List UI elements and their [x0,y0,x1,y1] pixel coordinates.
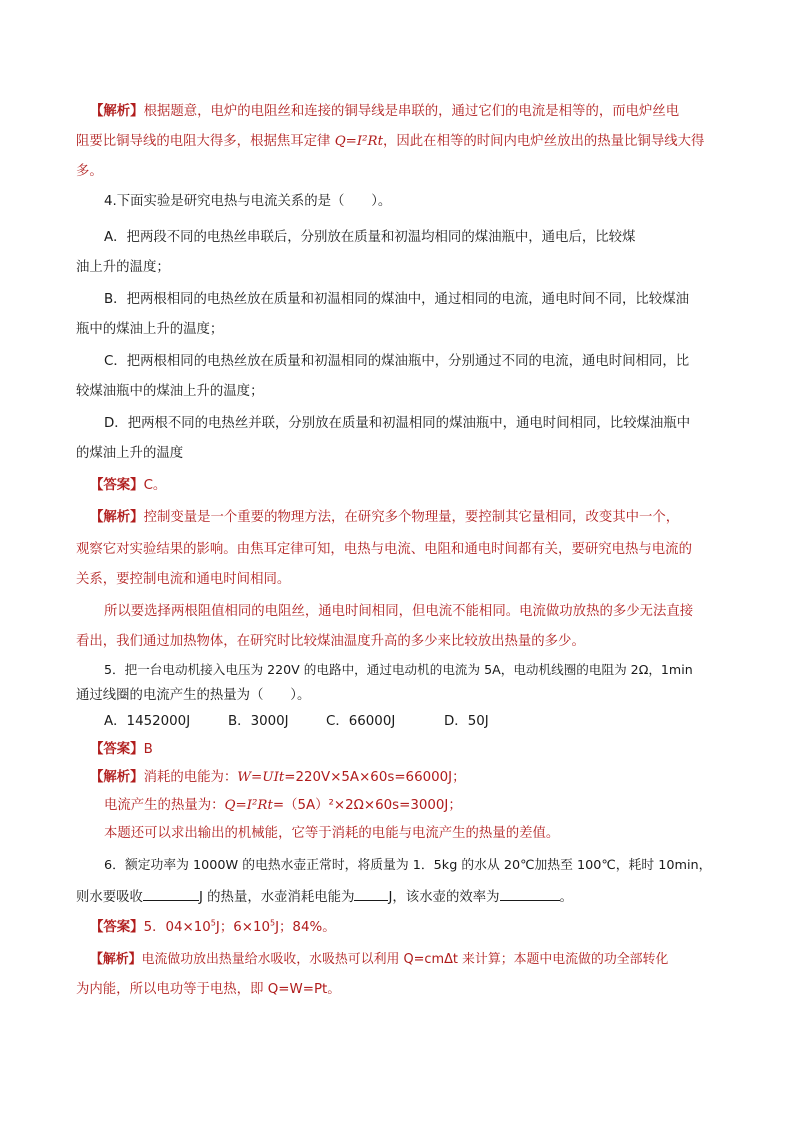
analysis-label: 【解析】 [90,104,144,119]
q4-analysis-line-1: 【解析】控制变量是一个重要的物理方法，在研究多个物理量，要控制其它量相同，改变其中一个， [90,510,680,525]
q4-option-d-line-1: D．把两根不同的电热丝并联，分别放在质量和初温相同的煤油瓶中，通电时间相同，比较煤油瓶中 [104,416,691,431]
answer-blank-3 [500,886,560,901]
q5-option-b: B．3000J [228,714,289,729]
q5-stem-line-2: 通过线圈的电流产生的热量为（ ）。 [76,688,311,703]
q6-answer: 【答案】5．$04\times 10^5J$；$6\times 10^5J$；84%。 [90,918,336,935]
q5-analysis-line-2: 电流产生的热量为：Q=I²Rt=（5A）²×2Ω×60s=3000J； [104,798,462,813]
q4-analysis-line-4: 所以要选择两根阻值相同的电阻丝，通电时间相同，但电流不能相同。电流做功放热的多少无法直接 [104,604,694,619]
answer-label: 【答案】 [90,478,144,493]
answer-blank-1 [143,886,199,901]
q5-answer: 【答案】B [90,742,153,757]
q4-option-c-line-1: C．把两根相同的电热丝放在质量和初温相同的煤油瓶中，分别通过不同的电流，通电时间相同，比 [104,354,690,369]
q4-option-b-line-1: B．把两根相同的电热丝放在质量和初温相同的煤油中，通过相同的电流，通电时间不同，比较煤油 [104,292,689,307]
q5-analysis-line-1: 【解析】消耗的电能为：W=UIt=220V×5A×60s=66000J； [90,770,466,785]
q5-analysis-line-3: 本题还可以求出输出的机械能，它等于消耗的电能与电流产生的热量的差值。 [104,826,560,841]
analysis-label: 【解析】 [90,510,144,525]
q4-analysis-line-3: 关系，要控制电流和通电时间相同。 [76,572,291,587]
q3-analysis-line-3: 多。 [76,164,103,179]
q6-stem-line-2: 则水要吸收 J 的热量，水壶消耗电能为 J，该水壶的效率为 。 [76,886,573,908]
q4-stem: 4.下面实验是研究电热与电流关系的是（ ）。 [104,194,392,209]
answer-label: 【答案】 [90,920,144,935]
q4-option-a-line-2: 油上升的温度； [76,260,170,275]
q6-analysis-line-1: 【解析】电流做功放出热量给水吸收，水吸热可以利用 Q=cmΔt 来计算；本题中电流做的功全部转化 [90,952,669,967]
q5-option-d: D．50J [444,714,489,729]
joule-formula: Q=I²Rt [334,134,384,149]
q3-analysis-line-1: 【解析】根据题意，电炉的电阻丝和连接的铜导线是串联的，通过它们的电流是相等的，而电炉丝电 [90,104,680,119]
q5-stem-line-1: 5．把一台电动机接入电压为 220V 的电路中，通过电动机的电流为 5A，电动机线圈的电阻为 2Ω，1min [104,662,693,677]
q6-stem-line-1: 6．额定功率为 1000W 的电热水壶正常时，将质量为 1．5kg 的水从 20℃加热至 100℃，耗时 10min， [104,858,712,873]
q6-analysis-line-2: 为内能，所以电功等于电热，即 Q=W=Pt。 [76,982,341,997]
q4-option-c-line-2: 较煤油瓶中的煤油上升的温度； [76,384,264,399]
q5-option-c: C．66000J [326,714,396,729]
q5-option-a: A．1452000J [104,714,191,729]
q4-option-b-line-2: 瓶中的煤油上升的温度； [76,322,224,337]
analysis-label: 【解析】 [90,952,142,967]
q4-analysis-line-2: 观察它对实验结果的影响。由焦耳定律可知，电热与电流、电阻和通电时间都有关，要研究电热与电流的 [76,542,692,557]
q3-analysis-line-2: 阻要比铜导线的电阻大得多，根据焦耳定律 Q=I²Rt，因此在相等的时间内电炉丝放出的热量比铜导线大得 [76,134,705,149]
answer-blank-2 [354,886,388,901]
q4-answer: 【答案】C。 [90,478,167,493]
q4-option-a-line-1: A．把两段不同的电热丝串联后，分别放在质量和初温均相同的煤油瓶中，通电后，比较煤 [104,230,636,245]
q5-options [104,712,489,732]
q4-analysis-line-5: 看出，我们通过加热物体，在研究时比较煤油温度升高的多少来比较放出热量的多少。 [76,634,585,649]
q4-option-d-line-2: 的煤油上升的温度 [76,446,184,461]
answer-label: 【答案】 [90,742,144,757]
analysis-label: 【解析】 [90,770,144,785]
